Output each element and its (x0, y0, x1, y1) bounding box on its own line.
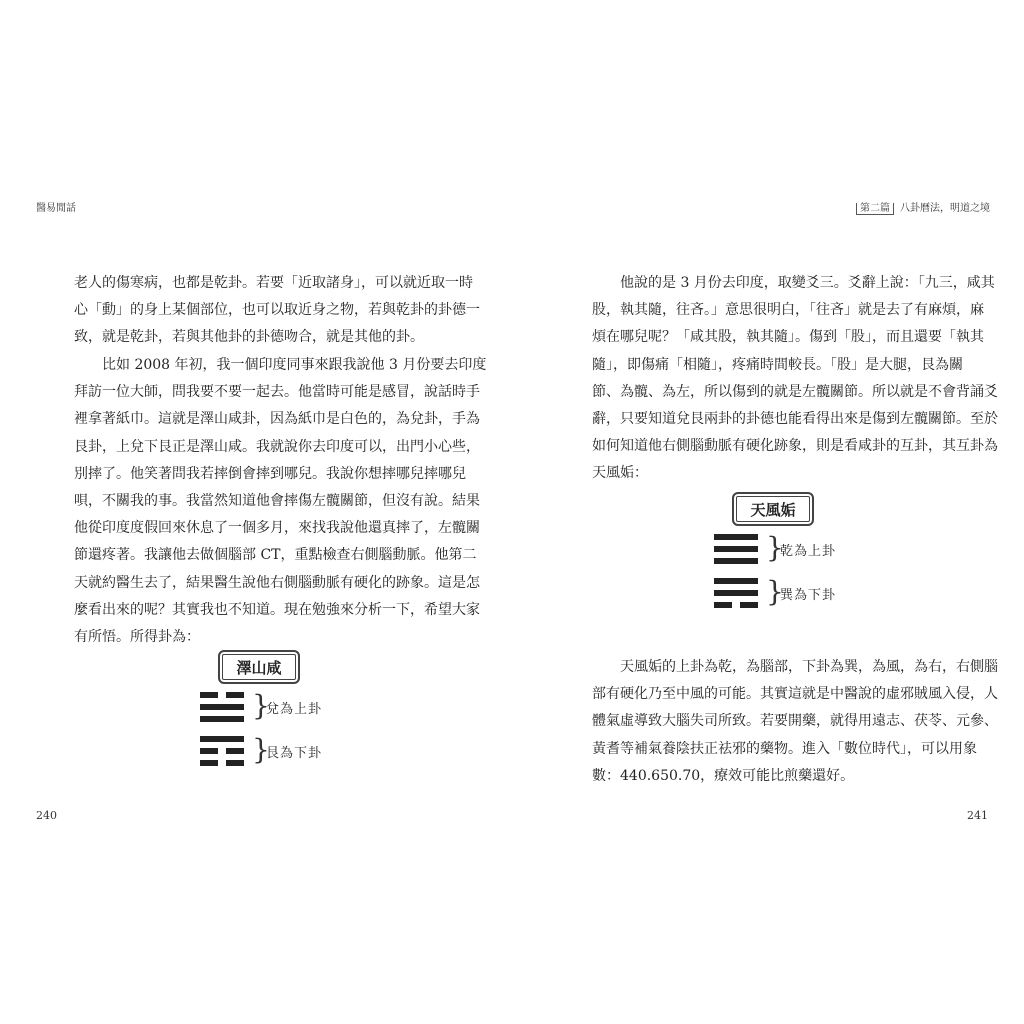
brace-icon: } (252, 689, 270, 722)
lower-trigram-xun (714, 578, 758, 608)
text-line: 別摔了。他笑著問我若摔倒會摔到哪兒。我說你想摔哪兒摔哪兒 (74, 465, 466, 482)
hexagram-xian (218, 650, 378, 770)
hexagram-name: 澤山咸 (218, 650, 300, 684)
text-line: 心「動」的身上某個部位，也可以取近身之物，若與乾卦的卦德一 (74, 302, 480, 319)
text-line: 致，就是乾卦，若與其他卦的卦德吻合，就是其他的卦。 (74, 329, 424, 346)
yang-line (200, 736, 244, 742)
text-line: 他從印度度假回來休息了一個多月，來找我說他還真摔了，左髖關 (74, 520, 480, 537)
text-line: 煩在哪兒呢？「咸其股，執其隨」。傷到「股」，而且還要「執其 (592, 329, 984, 346)
yang-line (200, 704, 244, 710)
text-line: 艮卦，上兌下艮正是澤山咸。我就說你去印度可以，出門小心些， (74, 438, 480, 455)
text-line: 黃耆等補氣養陰扶正祛邪的藥物。進入「數位時代」，可以用象 (592, 740, 977, 757)
paragraph (592, 270, 998, 488)
yang-line (200, 716, 244, 722)
chapter-title: 八卦曆法，明道之境 (900, 203, 990, 214)
text-line: 隨」，即傷痛「相隨」，疼痛時間較長。「股」是大腿，艮為關 (592, 356, 963, 373)
text-line: 麼看出來的呢？其實我也不知道。現在勉強來分析一下，希望大家 (74, 601, 480, 618)
text-line: 辭，只要知道兌艮兩卦的卦德也能看得出來是傷到左髖關節。至於 (592, 411, 998, 428)
running-head: 醫易閒話 (36, 203, 76, 214)
yin-line (200, 760, 244, 766)
upper-trigram-label: 兌為上卦 (266, 702, 323, 717)
text-line: 唄，不關我的事。我當然知道他會摔傷左髖關節，但沒有說。結果 (74, 493, 480, 510)
text-line: 節還疼著。我讓他去做個腦部 CT，重點檢查右側腦動脈。他第二 (74, 547, 477, 564)
text-line: 數：440.650.70，療效可能比煎藥還好。 (592, 767, 855, 784)
upper-trigram-label: 乾為上卦 (780, 544, 837, 559)
right-page (512, 0, 1024, 1024)
text-line: 拜訪一位大師，問我要不要一起去。他當時可能是感冒，說話時手 (74, 384, 480, 401)
upper-trigram-qian (714, 534, 758, 564)
text-line: 如何知道他右側腦動脈有硬化跡象，則是看咸卦的互卦，其互卦為 (592, 438, 998, 455)
text-line: 節、為髖、為左，所以傷到的就是左髖關節。所以就是不會背誦爻 (592, 383, 998, 400)
yang-line (714, 590, 758, 596)
text-line: 部有硬化乃至中風的可能。其實這就是中醫說的虛邪賊風入侵，人 (592, 686, 998, 703)
lower-trigram-gen (200, 736, 244, 766)
hexagram-gou (732, 492, 892, 612)
text-line: 他說的是 3 月份去印度，取變爻三。爻辭上說：「九三，咸其 (620, 275, 995, 291)
part-label: 第二篇 (856, 203, 894, 215)
brace-icon: } (766, 575, 784, 608)
yin-line (200, 692, 244, 698)
text-line: 老人的傷寒病，也都是乾卦。若要「近取諸身」，可以就近取一時 (74, 275, 473, 291)
paragraph (74, 270, 480, 352)
paragraph (592, 654, 998, 790)
yang-line (714, 578, 758, 584)
text-line: 有所悟。所得卦為： (74, 629, 200, 646)
hexagram-name: 天風姤 (732, 492, 814, 526)
lower-trigram-label: 艮為下卦 (266, 746, 323, 761)
text-line: 天風姤的上卦為乾，為腦部，下卦為巽，為風，為右，右側腦 (620, 659, 998, 675)
yang-line (714, 546, 758, 552)
yin-line (714, 602, 758, 608)
text-line: 天就約醫生去了，結果醫生說他右側腦動脈有硬化的跡象。這是怎 (74, 574, 480, 591)
brace-icon: } (252, 733, 270, 766)
yang-line (714, 534, 758, 540)
running-head (856, 199, 990, 214)
text-line: 裡拿著紙巾。這就是澤山咸卦，因為紙巾是白色的，為兌卦，手為 (74, 411, 480, 428)
lower-trigram-label: 巽為下卦 (780, 588, 837, 603)
text-line: 股，執其隨，往吝。」意思很明白，「往吝」就是去了有麻煩，麻 (592, 302, 984, 319)
paragraph (74, 352, 487, 651)
text-line: 天風姤： (592, 465, 648, 482)
upper-trigram-dui (200, 692, 244, 722)
yin-line (200, 748, 244, 754)
page-number: 240 (36, 809, 57, 822)
yang-line (714, 558, 758, 564)
text-line: 體氣虛導致大腦失司所致。若要開藥，就得用遠志、茯苓、元參、 (592, 713, 998, 730)
page-number: 241 (967, 809, 988, 822)
text-line: 比如 2008 年初，我一個印度同事來跟我說他 3 月份要去印度 (102, 357, 487, 373)
brace-icon: } (766, 531, 784, 564)
